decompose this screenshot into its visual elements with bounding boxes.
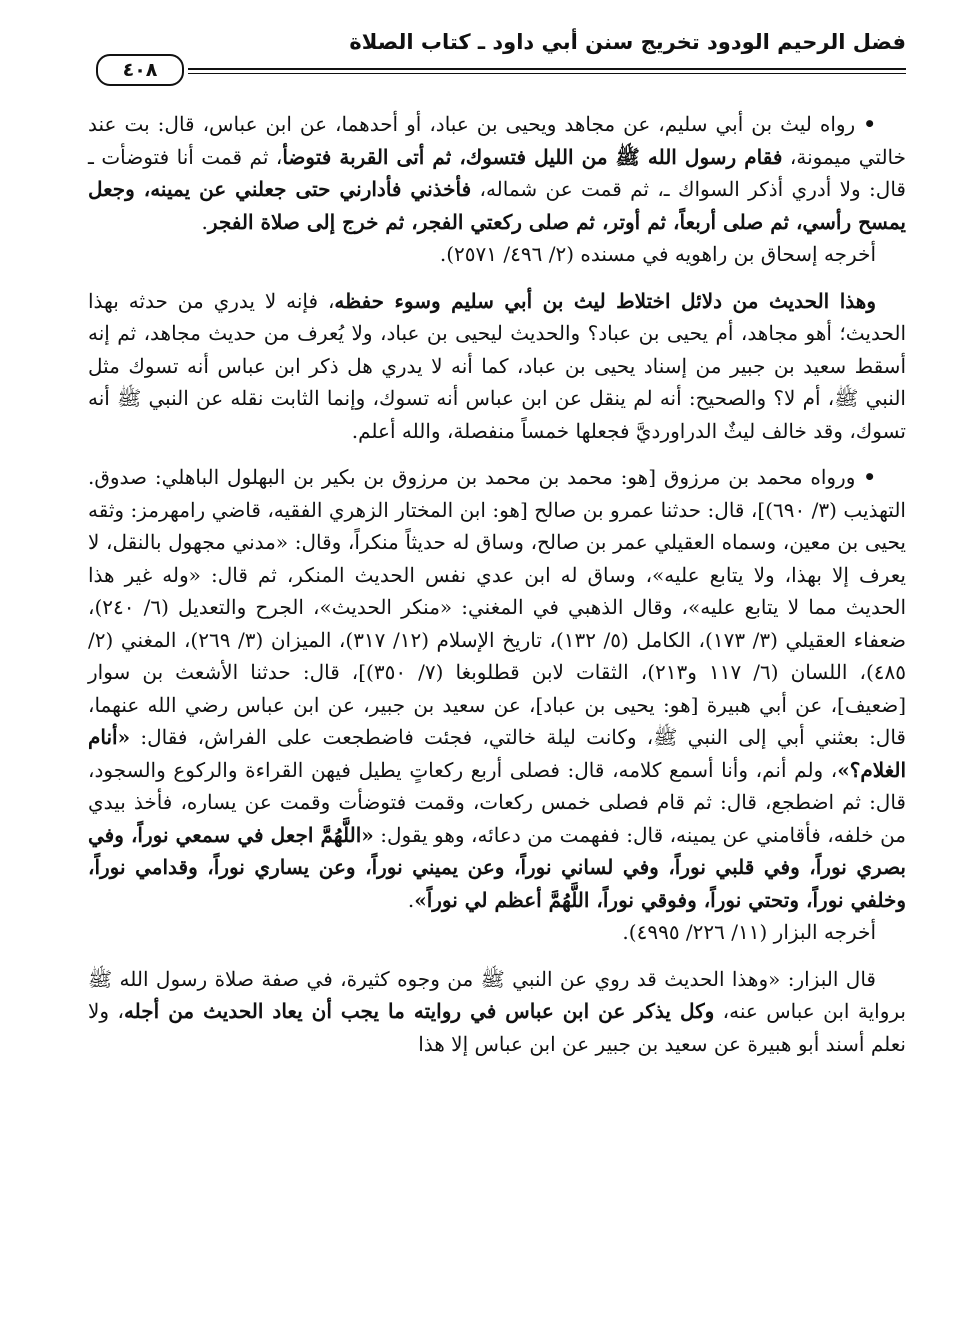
bullet-icon: • [863,112,876,136]
text-run: أخرجه البزار (١١/ ٢٢٦/ ٤٩٩٥). [622,920,876,944]
paragraph-2 [88,238,906,271]
text-run: أخرجه إسحاق بن راهويه في مسنده (٢/ ٤٩٦/ ٢٥٧١). [439,242,876,266]
text-run: ، ثم قمت أنا فتوضأت ـ قال: ولا أدري أذكر السواك ـ، ثم قمت عن شماله، [88,144,906,201]
paragraph-3 [88,285,906,448]
paragraph-1 [88,108,906,238]
text-run: ، فإنه لا يدري من حدثه بهذا الحديث؛ أهو مجاهد، أم يحيى بن عباد؟ والحديث ليحيى بن عباد، ولا يُعرف من حديث مجاهد، ثم إنه أسقط سعيد بن جبير من إسناد يحيى بن عباد، كما أنه لا يدري هل ذكر ابن عباس أنه تسوك مثل النبي ﷺ، أم لا؟ والصحيح: أنه لم ينقل عن ابن عباس أنه تسوك، وإنما الثابت نقله عن النبي ﷺ أنه تسوك، وقد خالف ليثٌ الدراورديَّ فجعلها خمساً منفصلة، والله أعلم. [88,288,906,443]
text-run: . [201,209,208,234]
paragraph-6 [88,963,906,1061]
bold-run: «أنام الغلام؟» [88,725,906,782]
bullet-icon: • [863,465,876,489]
header-rule [88,68,906,70]
bold-run: «اللَّهُمَّ اجعل في سمعي نوراً، وفي بصري نوراً، وفي قلبي نوراً، وفي لساني نوراً، وعن يميني نوراً، وعن يساري نوراً، وقدامي نوراً، وخلفي نوراً، وتحتي نوراً، وفوقي نوراً، اللَّهُمَّ أعظم لي نوراً» [88,822,906,912]
bold-run: فقام رسول الله ﷺ من الليل فتسوك، ثم أتى القربة فتوضأ [282,144,783,169]
text-run: ورواه محمد بن مرزوق [هو: محمد بن محمد بن مرزوق بن بكير بن البهلول الباهلي: صدوق. التهذيب (٣/ ٦٩٠)]، قال: حدثنا عمرو بن صالح [هو: ابن المختار الزهري الفقيه، قاضي رامهرمز: وثقه يحيى بن معين، وسماه العقيلي عمر بن صالح، وساق له حديثاً منكراً، وقال: «مدني مجهول بالنقل، لا يعرف إلا بهذا، ولا يتابع عليه»، وساق له ابن عدي نفس الحديث المنكر، ثم قال: «وله غير هذا الحديث مما لا يتابع عليه»، وقال الذهبي في المغني: «منكر الحديث»، الجرح والتعديل (٦/ ٢٤٠)، ضعفاء العقيلي (٣/ ١٧٣)، الكامل (٥/ ١٣٢)، تاريخ الإسلام (١٢/ ٣١٧)، الميزان (٣/ ٢٦٩)، المغني (٢/ ٤٨٥)، اللسان (٦/ ١١٧ و٢١٣)، الثقات لابن قطلوبغا (٧/ ٣٥٠)]، قال: حدثنا الأشعث بن سوار [ضعيف]، عن أبي هبيرة [هو: يحيى بن عباد]، عن سعيد بن جبير، عن ابن عباس رضي الله عنهما، قال: بعثني أبي إلى النبي ﷺ، وكانت ليلة خالتي، فجئت فاضطجعت على الفراش، فقال: [88,465,906,749]
text-run: ، ولم أنم، وأنا أسمع كلامه، قال: فصلى أربع ركعاتٍ يطيل فيهن القراءة والركوع والسجود، قال: ثم اضطجع، قال: ثم قام فصلى خمس ركعات، وقمت فتوضأت وقمت عن يساره، فأخذ بيدي من خلفه، فأقامني عن يمينه، قال: ففهمت من دعائه، وهو يقول: [88,757,907,847]
paragraph-4 [88,461,906,916]
page-number-frame [88,54,188,86]
running-title: فضل الرحيم الودود تخريج سنن أبي داود ـ كتاب الصلاة [349,30,906,54]
text-run: قال البزار: «وهذا الحديث قد روي عن النبي ﷺ من وجوه كثيرة، في صفة صلاة رسول الله ﷺ برواية ابن عباس عنه، [88,966,906,1023]
bold-run: وهذا الحديث من دلائل اختلاط ليث بن أبي سليم وسوء حفظه [334,288,876,313]
page-number: ٤٠٨ [96,54,184,86]
bold-run: فأخذني فأدارني حتى جعلني عن يمينه، وجعل يمسح رأسي، ثم صلى أربعاً، ثم أوتر، ثم صلى ركعتي الفجر، ثم خرج إلى صلاة الفجر [88,177,906,234]
page-header [88,26,906,82]
text-run: رواه ليث بن أبي سليم، عن مجاهد ويحيى بن عباد، أو أحدهما، عن ابن عباس، قال: بت عند خالتي ميمونة، [88,112,907,169]
bold-run: وكل يذكر عن ابن عباس في روايته ما يجب أن يعاد الحديث من أجله [123,999,715,1023]
body-text [88,108,906,1060]
header-rule-thin [88,73,906,74]
text-run: . [407,887,415,912]
paragraph-5 [88,916,906,949]
book-page [88,26,906,1326]
text-run: ، ولا نعلم أسند أبو هبيرة عن سعيد بن جبير عن ابن عباس إلا هذا [88,999,906,1056]
